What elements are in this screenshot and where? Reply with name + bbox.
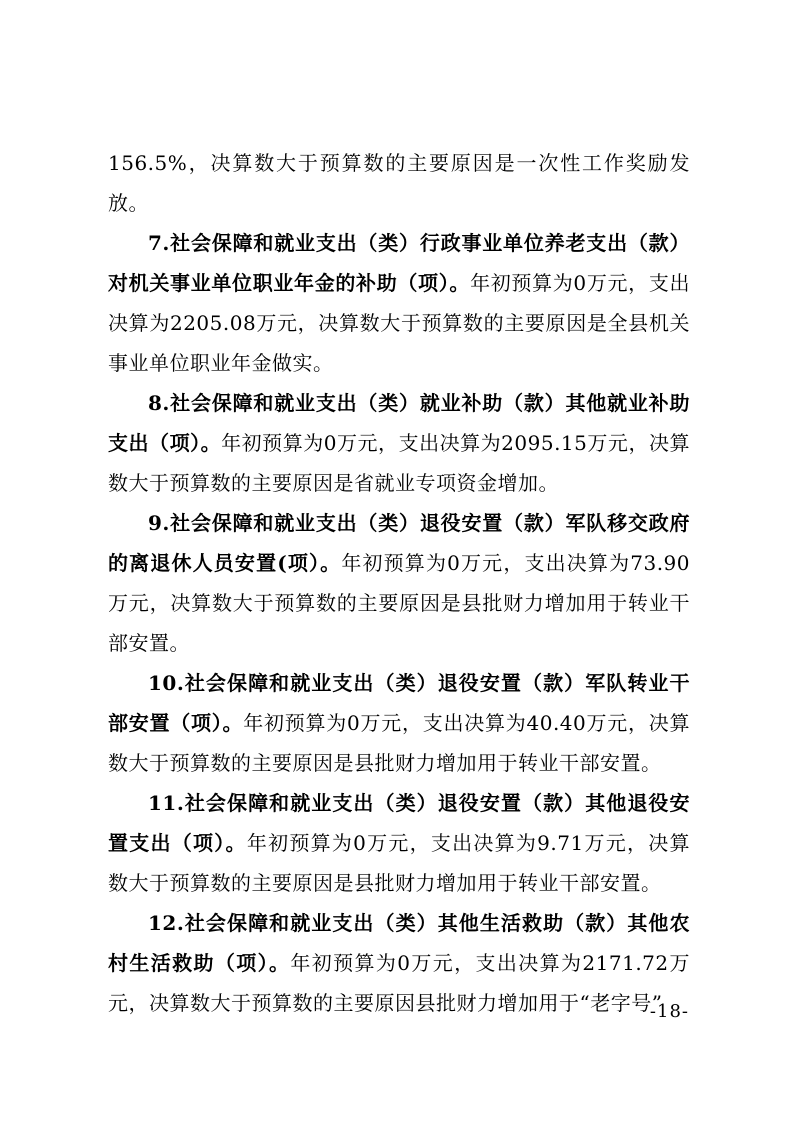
paragraph-item-9 [108, 503, 690, 663]
paragraph-item-7 [108, 223, 690, 383]
paragraph-text: 156.5%，决算数大于预算数的主要原因是一次性工作奖励发放。 [108, 151, 690, 215]
paragraph-heading: 9.社会保障和就业支出（类）退役安置（款）军队移交政府的离退休人员安置(项）。 [108, 511, 690, 575]
paragraph-text: 年初预算为0万元，支出决算为40.40万元，决算数大于预算数的主要原因是县批财力增加用于转业干部安置。 [108, 711, 691, 775]
paragraph-heading: 11.社会保障和就业支出（类）退役安置（款）其他退役安置支出（项）。 [108, 791, 690, 855]
paragraph-text: 年初预算为0万元，支出决算为2095.15万元，决算数大于预算数的主要原因是省就业专项资金增加。 [108, 431, 690, 495]
body-text [108, 143, 690, 1023]
paragraph-continuation [108, 143, 690, 223]
paragraph-item-10 [108, 663, 690, 783]
paragraph-text: 年初预算为0万元，支出决算为2171.72万元，决算数大于预算数的主要原因县批财力增加用于“老字号” [108, 951, 690, 1015]
paragraph-heading: 10.社会保障和就业支出（类）退役安置（款）军队转业干部安置（项）。 [108, 671, 690, 735]
paragraph-text: 年初预算为0万元，支出决算为9.71万元，决算数大于预算数的主要原因是县批财力增加用于转业干部安置。 [108, 831, 691, 895]
paragraph-item-11 [108, 783, 690, 903]
paragraph-heading: 7.社会保障和就业支出（类）行政事业单位养老支出（款）对机关事业单位职业年金的补助（项）。 [108, 231, 690, 295]
paragraph-text: 年初预算为0万元，支出决算为2205.08万元，决算数大于预算数的主要原因是全县机关事业单位职业年金做实。 [108, 271, 691, 375]
paragraph-item-8 [108, 383, 690, 503]
paragraph-heading: 12.社会保障和就业支出（类）其他生活救助（款）其他农村生活救助（项）。 [108, 911, 690, 975]
paragraph-text: 年初预算为0万元，支出决算为73.90万元，决算数大于预算数的主要原因是县批财力增加用于转业干部安置。 [108, 551, 691, 655]
page-number: -18- [649, 1001, 689, 1022]
paragraph-heading: 8.社会保障和就业支出（类）就业补助（款）其他就业补助支出（项）。 [108, 391, 690, 455]
paragraph-item-12 [108, 903, 690, 1023]
